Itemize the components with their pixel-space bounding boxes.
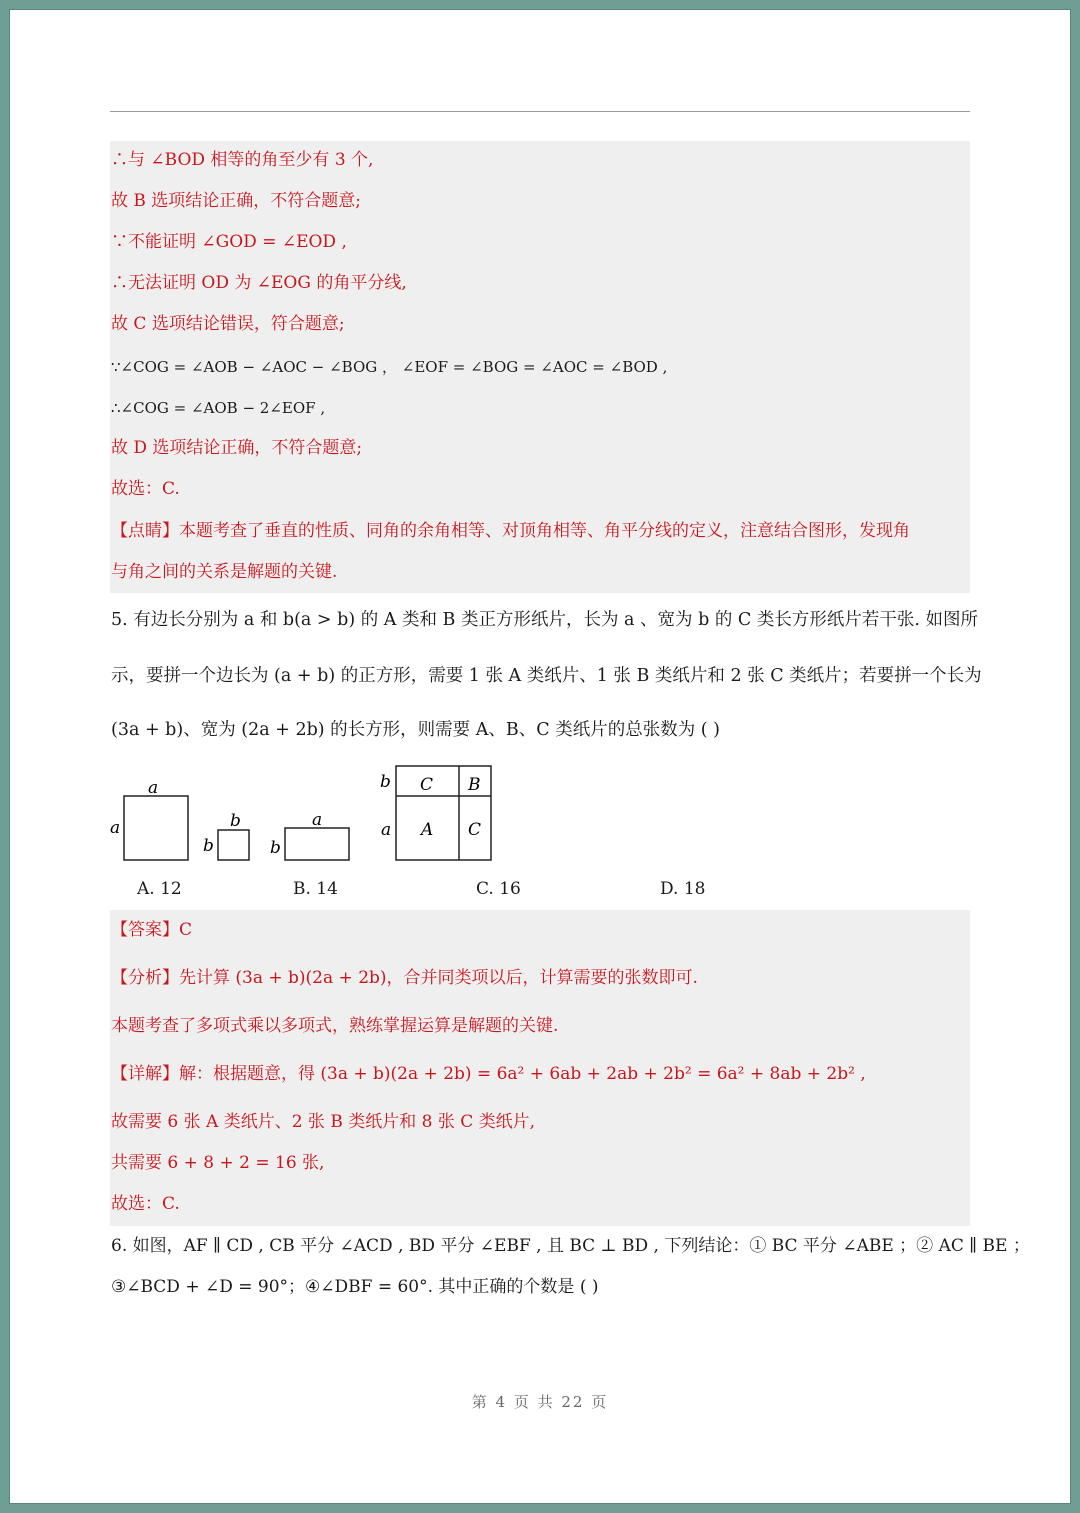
- solution-line: ∴无法证明 OD 为 ∠EOG 的角平分线,: [111, 273, 407, 293]
- solution-line: 故 D 选项结论正确，不符合题意;: [111, 438, 363, 458]
- page-footer: 第 4 页 共 22 页: [471, 1393, 609, 1411]
- document-page: [10, 10, 1070, 1503]
- key-point-line: 与角之间的关系是解题的关键.: [111, 562, 338, 582]
- figure-label: a: [312, 810, 323, 830]
- solution-line: ∴∠COG = ∠AOB − 2∠EOF ,: [111, 399, 326, 417]
- solution-line: 故 C 选项结论错误，符合题意;: [111, 314, 345, 334]
- option-c: C. 16: [476, 879, 521, 899]
- option-a: A. 12: [137, 879, 182, 899]
- answer-line: 【答案】C: [111, 920, 193, 940]
- figure-label: C: [420, 775, 434, 795]
- square-a: [124, 796, 188, 860]
- figure-label: b: [230, 811, 241, 831]
- figure-label: b: [270, 838, 281, 858]
- answer-line: 故需要 6 张 A 类纸片、2 张 B 类纸片和 8 张 C 类纸片,: [111, 1112, 536, 1132]
- key-point-line: 【点睛】本题考查了垂直的性质、同角的余角相等、对顶角相等、角平分线的定义，注意结合图形，发现角: [111, 521, 910, 541]
- question-5-line: 示，要拼一个边长为 (a + b) 的正方形，需要 1 张 A 类纸片、1 张 B 类纸片和 2 张 C 类纸片；若要拼一个长为: [111, 666, 982, 686]
- figure-label: B: [468, 775, 481, 795]
- question-5-line: (3a + b)、宽为 (2a + 2b) 的长方形，则需要 A、B、C 类纸片的总张数为 ( ): [111, 720, 720, 740]
- header-rule: [110, 111, 970, 112]
- answer-line: 共需要 6 + 8 + 2 = 16 张,: [111, 1153, 325, 1173]
- figure-label: a: [110, 818, 121, 838]
- option-d: D. 18: [660, 879, 706, 899]
- solution-line: 故 B 选项结论正确，不符合题意;: [111, 191, 362, 211]
- solution-line: ∵∠COG = ∠AOB − ∠AOC − ∠BOG ， ∠EOF = ∠BOG = ∠AOC = ∠BOD ,: [111, 358, 668, 376]
- answer-line: 故选：C.: [111, 1194, 180, 1214]
- answer-line: 本题考查了多项式乘以多项式，熟练掌握运算是解题的关键.: [111, 1016, 559, 1036]
- answer-line: 【详解】解：根据题意，得 (3a + b)(2a + 2b) = 6a² + 6ab + 2ab + 2b² = 6a² + 8ab + 2b² ,: [111, 1064, 866, 1084]
- question-6-line: ③∠BCD + ∠D = 90°；④∠DBF = 60°. 其中正确的个数是 ( ): [111, 1277, 599, 1297]
- option-b: B. 14: [293, 879, 338, 899]
- answer-line: 【分析】先计算 (3a + b)(2a + 2b)，合并同类项以后，计算需要的张数即可.: [111, 968, 698, 988]
- question-6-line: 6. 如图，AF ∥ CD , CB 平分 ∠ACD , BD 平分 ∠EBF , 且 BC ⊥ BD , 下列结论：① BC 平分 ∠ABE ；② AC ∥ BE ；: [111, 1236, 1030, 1256]
- figure-label: a: [148, 778, 159, 798]
- figure-label: b: [380, 772, 391, 792]
- solution-line: 故选：C.: [111, 479, 180, 499]
- figure-label: a: [381, 820, 392, 840]
- figure-label: A: [421, 820, 434, 840]
- rect-c: [285, 828, 349, 860]
- square-b: [218, 830, 249, 860]
- solution-line: ∵不能证明 ∠GOD = ∠EOD ,: [111, 232, 347, 252]
- question-5-line: 5. 有边长分别为 a 和 b(a > b) 的 A 类和 B 类正方形纸片，长为 a 、宽为 b 的 C 类长方形纸片若干张. 如图所: [111, 610, 978, 630]
- figure-label: C: [468, 820, 482, 840]
- question-5-figure: [100, 755, 510, 875]
- figure-label: b: [203, 836, 214, 856]
- solution-line: ∴与 ∠BOD 相等的角至少有 3 个,: [111, 150, 374, 170]
